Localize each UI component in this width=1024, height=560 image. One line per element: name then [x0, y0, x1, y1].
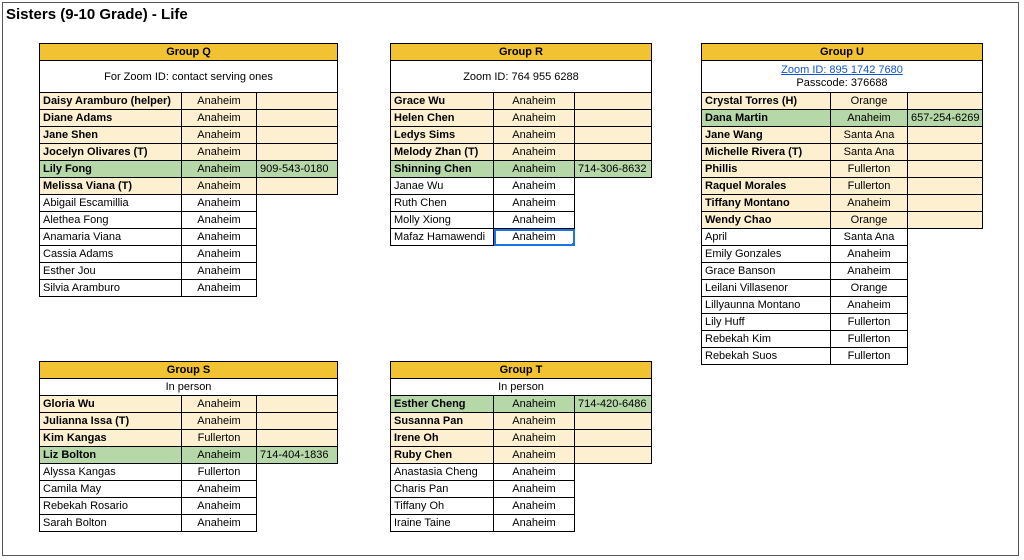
member-phone-cell[interactable]	[257, 263, 338, 280]
member-row	[40, 396, 338, 413]
member-phone-cell[interactable]	[257, 515, 338, 532]
member-name-cell[interactable]: Ledys Sims	[391, 127, 494, 144]
member-row	[40, 515, 338, 532]
member-city-cell[interactable]: Anaheim	[182, 413, 257, 430]
member-city-cell[interactable]: Anaheim	[182, 212, 257, 229]
member-city-cell[interactable]: Anaheim	[494, 178, 575, 195]
member-phone-cell[interactable]	[257, 498, 338, 515]
member-row	[391, 161, 652, 178]
member-phone-cell[interactable]	[257, 212, 338, 229]
member-name-cell[interactable]: Liz Bolton	[40, 447, 182, 464]
member-name-cell[interactable]: Grace Wu	[391, 93, 494, 110]
member-name-cell[interactable]: Irene Oh	[391, 430, 494, 447]
member-row	[702, 246, 983, 263]
member-phone-cell[interactable]	[575, 195, 652, 212]
member-row	[40, 229, 338, 246]
member-city-cell[interactable]: Anaheim	[182, 280, 257, 297]
group-t-table	[390, 361, 652, 532]
member-phone-cell[interactable]	[257, 144, 338, 161]
member-phone-cell[interactable]	[257, 110, 338, 127]
member-phone-cell[interactable]	[908, 331, 983, 348]
member-name-cell[interactable]: Emily Gonzales	[702, 246, 831, 263]
member-phone-cell[interactable]	[257, 178, 338, 195]
member-phone-cell[interactable]	[908, 263, 983, 280]
member-row	[40, 447, 338, 464]
member-phone-cell[interactable]: 714-404-1836	[257, 447, 338, 464]
member-name-cell[interactable]: Mafaz Hamawendi	[391, 229, 494, 246]
member-phone-cell[interactable]	[575, 515, 652, 532]
member-name-cell[interactable]: Melody Zhan (T)	[391, 144, 494, 161]
member-row	[702, 348, 983, 365]
member-row	[702, 161, 983, 178]
member-phone-cell[interactable]	[908, 229, 983, 246]
group-q-header[interactable]: Group Q	[40, 44, 338, 61]
member-city-cell[interactable]: Anaheim	[494, 447, 575, 464]
member-row	[40, 93, 338, 110]
member-phone-cell[interactable]	[257, 93, 338, 110]
member-phone-cell[interactable]	[908, 314, 983, 331]
member-phone-cell[interactable]: 657-254-6269	[908, 110, 983, 127]
member-name-cell[interactable]: Ruth Chen	[391, 195, 494, 212]
member-city-cell[interactable]: Anaheim	[831, 110, 908, 127]
member-name-cell[interactable]: Anamaria Viana	[40, 229, 182, 246]
member-row	[40, 481, 338, 498]
member-phone-cell[interactable]	[257, 229, 338, 246]
member-phone-cell[interactable]	[575, 464, 652, 481]
member-name-cell[interactable]: Lily Fong	[40, 161, 182, 178]
member-row	[391, 178, 652, 195]
group-t-subtitle[interactable]: In person	[391, 379, 652, 396]
member-phone-cell[interactable]	[575, 110, 652, 127]
member-phone-cell[interactable]	[908, 178, 983, 195]
member-city-cell[interactable]: Fullerton	[831, 348, 908, 365]
member-name-cell[interactable]: Julianna Issa (T)	[40, 413, 182, 430]
group-t-header[interactable]: Group T	[391, 362, 652, 379]
member-city-cell[interactable]: Anaheim	[182, 515, 257, 532]
member-city-cell[interactable]: Anaheim	[831, 297, 908, 314]
member-phone-cell[interactable]	[257, 195, 338, 212]
member-city-cell[interactable]: Anaheim	[182, 178, 257, 195]
member-city-cell[interactable]: Fullerton	[831, 331, 908, 348]
member-name-cell[interactable]: Shinning Chen	[391, 161, 494, 178]
member-name-cell[interactable]: Alethea Fong	[40, 212, 182, 229]
member-city-cell[interactable]: Anaheim	[494, 464, 575, 481]
member-phone-cell[interactable]: 909-543-0180	[257, 161, 338, 178]
member-row	[40, 246, 338, 263]
member-city-cell[interactable]: Anaheim	[831, 195, 908, 212]
group-u-passcode: Passcode: 376688	[796, 76, 888, 89]
member-row	[391, 447, 652, 464]
member-name-cell[interactable]: Molly Xiong	[391, 212, 494, 229]
member-name-cell[interactable]: Janae Wu	[391, 178, 494, 195]
member-row	[391, 413, 652, 430]
member-row	[391, 498, 652, 515]
member-row	[40, 212, 338, 229]
member-row	[702, 195, 983, 212]
member-name-cell[interactable]: Silvia Aramburo	[40, 280, 182, 297]
member-city-cell[interactable]: Santa Ana	[831, 229, 908, 246]
member-city-cell[interactable]: Fullerton	[831, 178, 908, 195]
member-city-cell[interactable]: Anaheim	[494, 127, 575, 144]
member-city-cell[interactable]: Anaheim	[182, 229, 257, 246]
member-phone-cell[interactable]	[257, 430, 338, 447]
member-name-cell[interactable]: Alyssa Kangas	[40, 464, 182, 481]
member-name-cell[interactable]: Helen Chen	[391, 110, 494, 127]
member-name-cell[interactable]: Gloria Wu	[40, 396, 182, 413]
member-phone-cell[interactable]	[908, 195, 983, 212]
member-row	[40, 413, 338, 430]
member-name-cell[interactable]: Rebekah Rosario	[40, 498, 182, 515]
member-city-cell[interactable]: Anaheim	[494, 110, 575, 127]
member-row	[702, 127, 983, 144]
member-phone-cell[interactable]	[575, 212, 652, 229]
member-row	[40, 280, 338, 297]
member-city-cell[interactable]: Anaheim	[182, 93, 257, 110]
member-name-cell[interactable]: Jocelyn Olivares (T)	[40, 144, 182, 161]
member-phone-cell[interactable]	[575, 229, 652, 246]
member-phone-cell[interactable]	[257, 280, 338, 297]
member-city-cell[interactable]: Anaheim	[182, 246, 257, 263]
member-row	[391, 93, 652, 110]
member-name-cell[interactable]: Melissa Viana (T)	[40, 178, 182, 195]
member-phone-cell[interactable]	[908, 297, 983, 314]
member-phone-cell[interactable]	[575, 447, 652, 464]
member-city-cell[interactable]: Anaheim	[182, 263, 257, 280]
member-name-cell[interactable]: Esther Cheng	[391, 396, 494, 413]
member-name-cell[interactable]: Esther Jou	[40, 263, 182, 280]
member-phone-cell[interactable]	[908, 161, 983, 178]
member-name-cell[interactable]: Diane Adams	[40, 110, 182, 127]
member-city-cell[interactable]: Anaheim	[494, 481, 575, 498]
member-name-cell[interactable]: Rebekah Kim	[702, 331, 831, 348]
member-city-cell[interactable]: Anaheim	[182, 481, 257, 498]
member-row	[391, 396, 652, 413]
member-row	[40, 178, 338, 195]
group-u-header[interactable]: Group U	[702, 44, 983, 61]
group-s-table	[39, 361, 338, 532]
member-phone-cell[interactable]	[575, 178, 652, 195]
member-name-cell[interactable]: Michelle Rivera (T)	[702, 144, 831, 161]
member-name-cell[interactable]: Lillyaunna Montano	[702, 297, 831, 314]
member-row	[702, 229, 983, 246]
member-phone-cell[interactable]	[575, 481, 652, 498]
member-city-cell[interactable]: Santa Ana	[831, 127, 908, 144]
member-name-cell[interactable]: Abigail Escamillia	[40, 195, 182, 212]
selected-cell[interactable]: Anaheim	[494, 229, 575, 246]
member-name-cell[interactable]: Jane Shen	[40, 127, 182, 144]
member-name-cell[interactable]: Susanna Pan	[391, 413, 494, 430]
member-city-cell[interactable]: Orange	[831, 280, 908, 297]
member-city-cell[interactable]: Anaheim	[494, 195, 575, 212]
member-row	[391, 195, 652, 212]
member-name-cell[interactable]: Kim Kangas	[40, 430, 182, 447]
member-city-cell[interactable]: Anaheim	[182, 110, 257, 127]
member-row	[391, 144, 652, 161]
member-phone-cell[interactable]	[257, 396, 338, 413]
member-row	[391, 110, 652, 127]
member-city-cell[interactable]: Anaheim	[494, 430, 575, 447]
member-phone-cell[interactable]	[575, 127, 652, 144]
fill-handle[interactable]	[572, 243, 575, 246]
member-phone-cell[interactable]	[257, 481, 338, 498]
member-city-cell[interactable]: Anaheim	[494, 93, 575, 110]
member-city-cell[interactable]: Orange	[831, 212, 908, 229]
member-city-cell[interactable]: Anaheim	[831, 263, 908, 280]
member-row	[391, 212, 652, 229]
member-name-cell[interactable]: Dana Martin	[702, 110, 831, 127]
group-r-table	[390, 43, 652, 246]
member-phone-cell[interactable]: 714-306-8632	[575, 161, 652, 178]
member-city-cell[interactable]: Anaheim	[182, 161, 257, 178]
member-phone-cell[interactable]	[575, 93, 652, 110]
group-s-header[interactable]: Group S	[40, 362, 338, 379]
member-city-cell[interactable]: Anaheim	[494, 413, 575, 430]
member-city-cell[interactable]: Fullerton	[182, 430, 257, 447]
member-row	[702, 263, 983, 280]
member-name-cell[interactable]: Leilani Villasenor	[702, 280, 831, 297]
member-name-cell[interactable]: April	[702, 229, 831, 246]
sheet-title: Sisters (9-10 Grade) - Life	[6, 6, 188, 23]
member-phone-cell[interactable]	[908, 144, 983, 161]
group-r-header[interactable]: Group R	[391, 44, 652, 61]
group-r-subtitle[interactable]: Zoom ID: 764 955 6288	[391, 61, 652, 93]
member-name-cell[interactable]: Lily Huff	[702, 314, 831, 331]
member-name-cell[interactable]: Tiffany Oh	[391, 498, 494, 515]
member-city-cell[interactable]: Anaheim	[182, 498, 257, 515]
member-city-cell[interactable]: Anaheim	[182, 396, 257, 413]
member-phone-cell[interactable]	[257, 246, 338, 263]
member-row	[391, 515, 652, 532]
member-name-cell[interactable]: Anastasia Cheng	[391, 464, 494, 481]
group-u-zoom-info[interactable]	[702, 61, 983, 93]
member-row	[391, 127, 652, 144]
member-row	[702, 280, 983, 297]
member-city-cell[interactable]: Anaheim	[494, 144, 575, 161]
member-city-cell[interactable]: Anaheim	[494, 498, 575, 515]
member-row	[40, 110, 338, 127]
member-name-cell[interactable]: Charis Pan	[391, 481, 494, 498]
member-city-cell[interactable]: Anaheim	[494, 161, 575, 178]
member-name-cell[interactable]: Raquel Morales	[702, 178, 831, 195]
member-name-cell[interactable]: Rebekah Suos	[702, 348, 831, 365]
member-city-cell[interactable]: Fullerton	[182, 464, 257, 481]
member-phone-cell[interactable]	[908, 246, 983, 263]
member-row	[391, 481, 652, 498]
member-phone-cell[interactable]	[257, 413, 338, 430]
member-row	[391, 229, 652, 246]
member-phone-cell[interactable]	[575, 413, 652, 430]
member-name-cell[interactable]: Phillis	[702, 161, 831, 178]
member-city-cell[interactable]: Anaheim	[494, 396, 575, 413]
member-phone-cell[interactable]	[257, 464, 338, 481]
member-phone-cell[interactable]	[575, 144, 652, 161]
member-name-cell[interactable]: Cassia Adams	[40, 246, 182, 263]
group-q-subtitle[interactable]: For Zoom ID: contact serving ones	[40, 61, 338, 93]
member-phone-cell[interactable]	[908, 127, 983, 144]
member-city-cell[interactable]: Fullerton	[831, 161, 908, 178]
member-name-cell[interactable]: Sarah Bolton	[40, 515, 182, 532]
member-row	[702, 178, 983, 195]
member-phone-cell[interactable]	[575, 498, 652, 515]
member-city-cell[interactable]: Anaheim	[182, 195, 257, 212]
member-row	[40, 464, 338, 481]
member-row	[702, 110, 983, 127]
member-name-cell[interactable]: Ruby Chen	[391, 447, 494, 464]
member-city-cell[interactable]: Anaheim	[182, 144, 257, 161]
member-row	[702, 297, 983, 314]
member-phone-cell[interactable]	[257, 127, 338, 144]
member-row	[391, 430, 652, 447]
member-city-cell[interactable]: Santa Ana	[831, 144, 908, 161]
group-u-zoom-link[interactable]: Zoom ID: 895 1742 7680	[781, 63, 903, 76]
member-name-cell[interactable]: Daisy Aramburo (helper)	[40, 93, 182, 110]
member-row	[391, 464, 652, 481]
member-phone-cell[interactable]	[575, 430, 652, 447]
member-city-cell[interactable]: Anaheim	[831, 246, 908, 263]
group-s-subtitle[interactable]: In person	[40, 379, 338, 396]
member-name-cell[interactable]: Camila May	[40, 481, 182, 498]
member-row	[40, 161, 338, 178]
member-row	[702, 331, 983, 348]
member-row	[40, 127, 338, 144]
member-city-cell[interactable]: Anaheim	[494, 515, 575, 532]
member-name-cell[interactable]: Crystal Torres (H)	[702, 93, 831, 110]
member-city-cell[interactable]: Anaheim	[494, 212, 575, 229]
member-row	[40, 498, 338, 515]
member-row	[702, 212, 983, 229]
member-name-cell[interactable]: Grace Banson	[702, 263, 831, 280]
member-phone-cell[interactable]	[908, 93, 983, 110]
member-city-cell[interactable]: Fullerton	[831, 314, 908, 331]
member-name-cell[interactable]: Tiffany Montano	[702, 195, 831, 212]
member-row	[40, 263, 338, 280]
group-q-table	[39, 43, 338, 297]
member-name-cell[interactable]: Jane Wang	[702, 127, 831, 144]
member-phone-cell[interactable]	[908, 280, 983, 297]
member-row	[702, 144, 983, 161]
member-phone-cell[interactable]	[908, 212, 983, 229]
group-u-table	[701, 43, 983, 365]
member-row	[40, 195, 338, 212]
member-city-cell[interactable]: Orange	[831, 93, 908, 110]
member-row	[702, 93, 983, 110]
member-city-cell[interactable]: Anaheim	[182, 127, 257, 144]
member-city-cell[interactable]: Anaheim	[182, 447, 257, 464]
member-row	[40, 144, 338, 161]
member-phone-cell[interactable]	[908, 348, 983, 365]
member-row	[702, 314, 983, 331]
member-phone-cell[interactable]: 714-420-6486	[575, 396, 652, 413]
member-name-cell[interactable]: Wendy Chao	[702, 212, 831, 229]
member-row	[40, 430, 338, 447]
member-name-cell[interactable]: Iraine Taine	[391, 515, 494, 532]
